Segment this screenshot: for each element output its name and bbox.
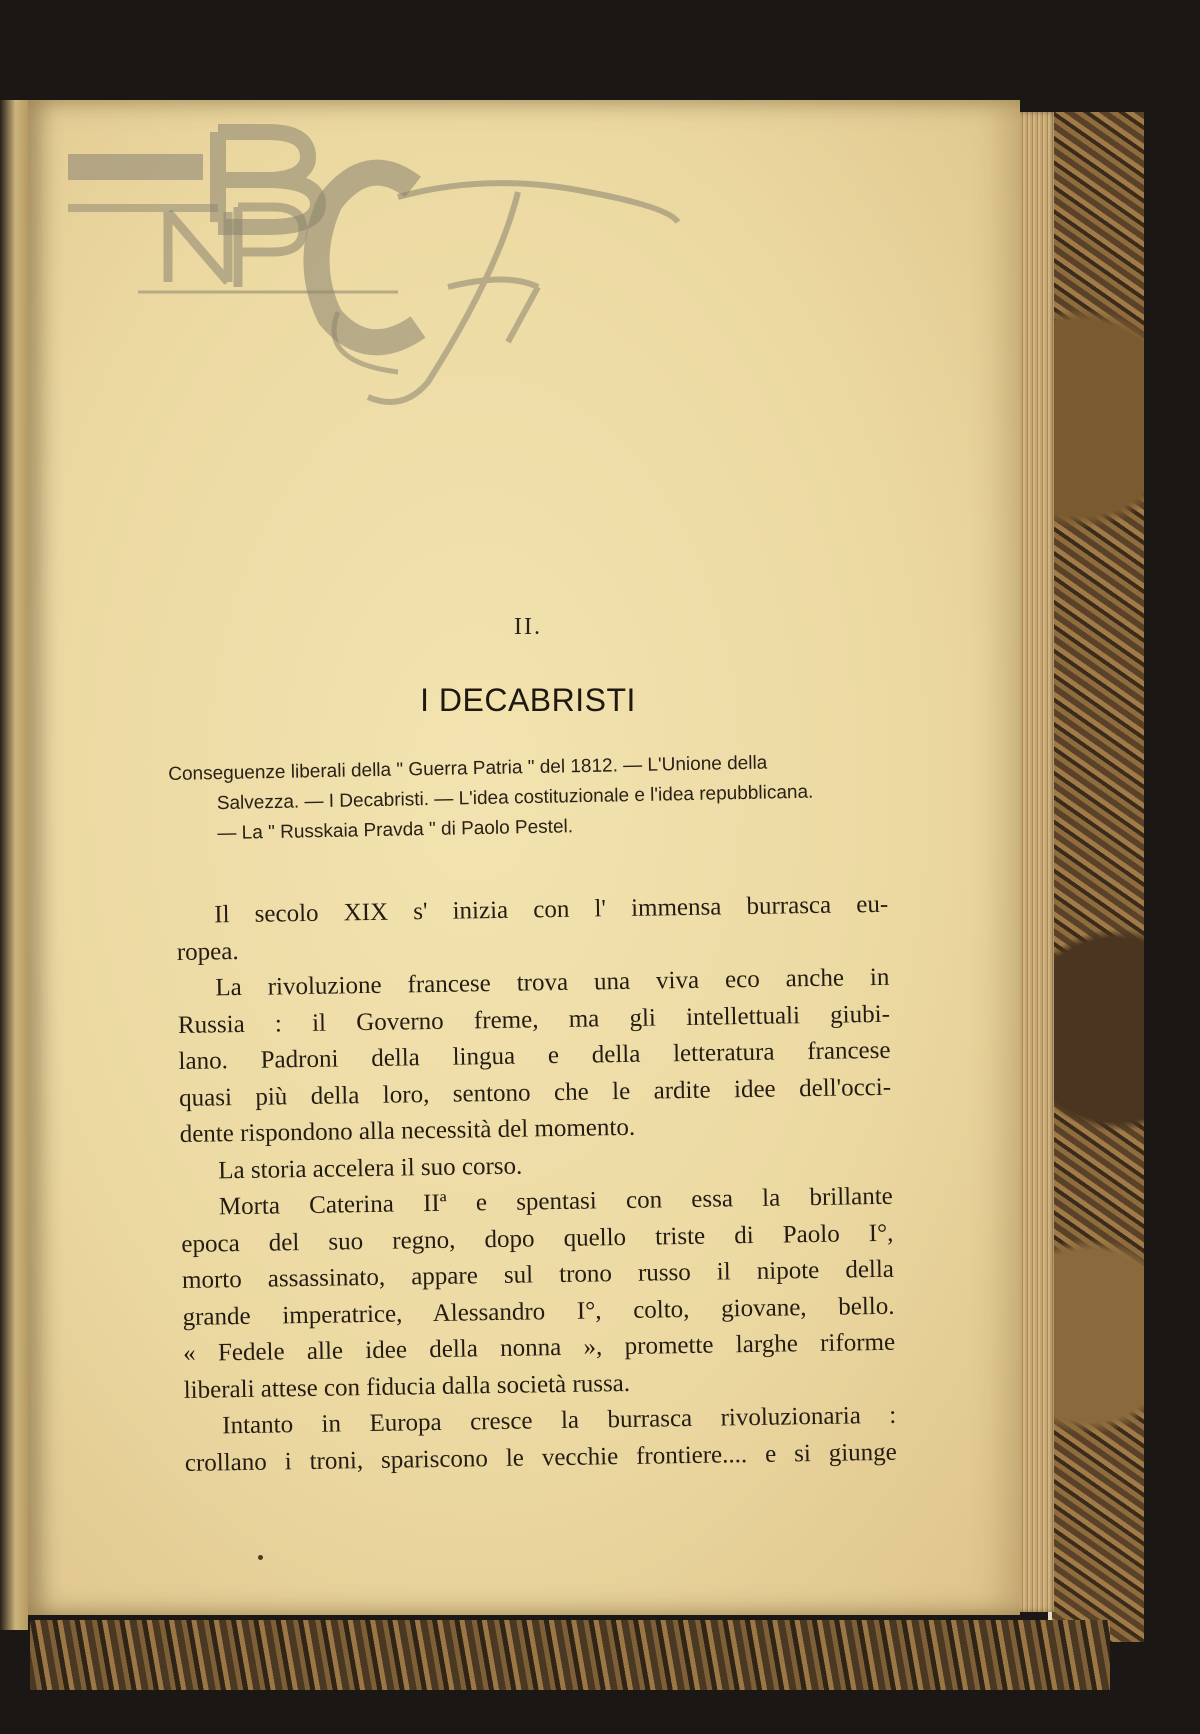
chapter-title: I DECABRISTI	[420, 682, 636, 718]
body-line: Morta Caterina IIª e spentasi con essa la brillante	[218, 1182, 893, 1221]
body-line: La storia accelera il suo corso.	[218, 1152, 523, 1184]
body-line: liberali attese con fiducia dalla società russa.	[183, 1369, 631, 1404]
summary-line: Conseguenze liberali della " Guerra Patria " del 1812. — L'Unione della	[168, 752, 768, 785]
body-line: ropea.	[176, 937, 239, 966]
body-line: « Fedele alle idee della nonna », promette larghe riforme	[182, 1328, 896, 1367]
chapter-summary	[168, 746, 890, 850]
body-line: lano. Padroni della lingua e della letteratura francese	[178, 1036, 891, 1075]
body-line: Intanto in Europa cresce la burrasca rivoluzionaria :	[222, 1401, 897, 1440]
body-line: crollano i troni, spariscono le vecchie frontiere.... e si giunge	[184, 1438, 897, 1477]
summary-line: Salvezza. — I Decabristi. — L'idea costituzionale e l'idea repubblicana.	[216, 781, 814, 815]
chapter-number: II.	[514, 614, 542, 640]
body-line: epoca del suo regno, dopo quello triste di Paolo I°,	[181, 1219, 894, 1258]
body-line: grande imperatrice, Alessandro I°, colto, giovane, bello.	[182, 1292, 895, 1331]
marbled-cover-bottom	[30, 1620, 1110, 1690]
bncf-watermark-logo	[68, 112, 788, 432]
body-line: morto assassinato, appare sul trono russo il nipote della	[181, 1255, 895, 1294]
body-line: La rivoluzione francese trova una viva eco anche in	[215, 963, 890, 1002]
book-page	[28, 100, 1020, 1615]
summary-line: — La " Russkaia Pravda " di Paolo Pestel.	[217, 816, 574, 845]
body-line: Russia : il Governo freme, ma gli intellettuali giubi-	[177, 1000, 891, 1039]
body-line: quasi più della loro, sentono che le ardite idee dell'occi-	[178, 1073, 892, 1112]
body-text	[176, 887, 897, 1482]
body-line: dente rispondono alla necessità del momento.	[179, 1113, 636, 1148]
body-line: Il secolo XIX s' inizia con l' immensa burrasca eu-	[214, 890, 889, 929]
marbled-cover-right	[1048, 112, 1144, 1642]
left-page-edge	[0, 100, 28, 1630]
page-speck	[258, 1555, 263, 1560]
